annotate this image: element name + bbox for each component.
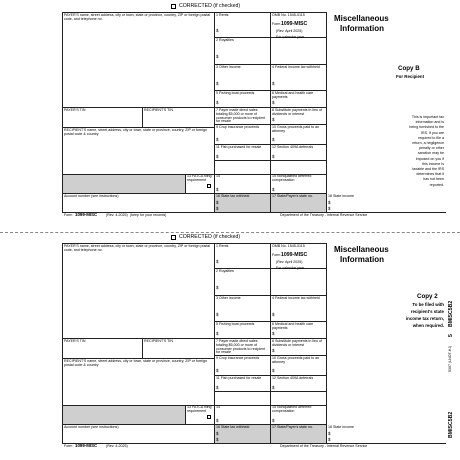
dollar-sign: $	[216, 187, 219, 192]
notice-line: penalty or other	[419, 146, 444, 151]
dollar-sign: $	[272, 368, 275, 373]
fed-tax-label: 4 Federal income tax withheld	[272, 65, 320, 69]
grid-line	[326, 243, 327, 443]
copy-subtitle: For Recipient	[396, 74, 425, 79]
dollar-sign: $	[272, 312, 275, 317]
footer-rev: (Rev. 4-2025)	[106, 444, 128, 448]
royalties-label: 2 Royalties	[216, 38, 234, 42]
dollar-sign: $	[216, 200, 219, 205]
payer-tin-label: PAYER'S TIN	[64, 339, 86, 343]
footer-form-number: 1099-MISC	[75, 212, 98, 217]
notice-line: information and is	[415, 120, 444, 125]
gray-area	[63, 406, 185, 424]
notice-line: has not been	[423, 177, 444, 182]
notice-line: being furnished to the	[409, 125, 444, 130]
substitute-label: 8 Substitute payments in lieu of dividends or interest	[272, 108, 322, 116]
corrected-label: CORRECTED (if checked)	[179, 234, 241, 240]
notice-line: IRS. If you are	[421, 130, 444, 135]
title-line1: Miscellaneous	[334, 14, 389, 23]
grid-line	[142, 107, 143, 127]
payer-box-label: PAYER'S name, street address, city or town, state or province, country, ZIP or foreign postal code, and telephone no.	[64, 244, 211, 252]
footer-dept: Department of the Treasury - Internal Revenue Service	[280, 213, 368, 217]
state-tax-label: 16 State tax withheld	[216, 194, 250, 198]
calendar-year-label: For calendar year	[276, 35, 305, 39]
direct-sales-label: 7 Payer made direct sales totaling $5,000 or more of consumer products to recipient for resale	[216, 108, 266, 124]
gross-attorney-label: 10 Gross proceeds paid to an attorney	[272, 356, 320, 364]
grid-line	[214, 243, 215, 443]
dollar-sign: $	[216, 28, 219, 33]
state-payer-label: 17 State/Payer's state no.	[272, 425, 314, 429]
notice-line: sanction may be	[417, 151, 444, 156]
side-num: 5	[448, 334, 454, 337]
dollar-sign: $	[328, 206, 331, 211]
rev-label: (Rev. April 2025)	[276, 29, 303, 33]
fish-purchased-label: 11 Fish purchased for resale	[216, 376, 262, 380]
form-label: Form	[272, 253, 281, 257]
account-label: Account number (see instructions)	[64, 425, 119, 429]
other-income-label: 3 Other income	[216, 296, 241, 300]
dollar-sign: $	[216, 331, 219, 336]
dollar-sign: $	[272, 81, 275, 86]
form-label: Form	[272, 22, 281, 26]
crop-label: 9 Crop insurance proceeds	[216, 125, 260, 129]
copy-label: Copy 2	[417, 293, 438, 300]
rents-label: 1 Rents	[216, 13, 229, 17]
copy-label: Copy B	[398, 65, 420, 72]
other-income-label: 3 Other income	[216, 65, 241, 69]
grid-line	[185, 405, 186, 424]
dollar-sign: $	[216, 54, 219, 59]
recipient-tin-label: RECIPIENT'S TIN	[144, 339, 173, 343]
gray-area	[63, 175, 185, 193]
dollar-sign: $	[216, 206, 219, 211]
grid-line	[270, 12, 271, 212]
state-payer-label: 17 State/Payer's state no.	[272, 194, 314, 198]
fed-tax-label: 4 Federal income tax withheld	[272, 296, 320, 300]
dollar-sign: $	[216, 137, 219, 142]
dollar-sign: $	[272, 187, 275, 192]
recipient-name-label: RECIPIENT'S name, street address, city or town, state or province, country, ZIP or foreign postal code & country	[64, 128, 207, 136]
dollar-sign: $	[216, 285, 219, 290]
box14-label: 14	[216, 405, 220, 409]
copy-subtitle: To be filed with	[412, 302, 444, 307]
footer-form-label: Form	[64, 213, 73, 217]
payer-box-label: PAYER'S name, street address, city or town, state or province, country, ZIP or foreign postal code, and telephone no.	[64, 13, 211, 21]
grid-line	[270, 243, 271, 443]
dollar-sign: $	[272, 385, 275, 390]
dollar-sign: $	[328, 200, 331, 205]
fish-purchased-label: 11 Fish purchased for resale	[216, 145, 262, 149]
side-code-lower: BMISC5B2	[448, 411, 454, 438]
royalties-label: 2 Royalties	[216, 269, 234, 273]
crop-label: 9 Crop insurance proceeds	[216, 356, 260, 360]
corrected-label: CORRECTED (if checked)	[179, 3, 241, 9]
dollar-sign: $	[216, 154, 219, 159]
notice-line: required to file a	[418, 135, 444, 140]
corrected-checkbox[interactable]	[171, 235, 176, 240]
medical-label: 6 Medical and health care payments	[272, 322, 314, 330]
fatca-label: 13 FATCA filing requirement	[187, 405, 212, 413]
direct-sales-label: 7 Payer made direct sales totaling $5,000 or more of consumer products to recipient for resale	[216, 339, 266, 355]
fishing-label: 5 Fishing boat proceeds	[216, 91, 255, 95]
rents-label: 1 Rents	[216, 244, 229, 248]
notice-line: return, a negligence	[412, 141, 444, 145]
form-number: 1099-MISC	[281, 21, 308, 27]
fatca-label: 13 FATCA filing requirement	[187, 174, 212, 182]
copy-subtitle: when required.	[412, 323, 444, 328]
dollar-sign: $	[272, 348, 275, 353]
title-line2: Information	[340, 255, 384, 264]
footer-rev: (Rev. 4-2025)	[106, 213, 128, 217]
rev-label: (Rev. April 2025)	[276, 260, 303, 264]
footer-dept: Department of the Treasury - Internal Revenue Service	[280, 444, 368, 448]
omb-label: OMB No. 1545-0115	[272, 244, 305, 248]
footer-keep: (keep for your records)	[130, 213, 167, 217]
medical-label: 6 Medical and health care payments	[272, 91, 314, 99]
dollar-sign: $	[216, 418, 219, 423]
grid-line	[142, 338, 143, 358]
dollar-sign: $	[216, 100, 219, 105]
state-income-label: 18 State income	[328, 425, 354, 429]
grid-line	[185, 174, 186, 193]
dollar-sign: $	[216, 312, 219, 317]
section409a-label: 12 Section 409A deferrals	[272, 145, 314, 149]
dollar-sign: $	[272, 418, 275, 423]
side-code: BMISC5B2	[448, 300, 454, 327]
dollar-sign: $	[216, 259, 219, 264]
dollar-sign: $	[216, 368, 219, 373]
section409a-label: 12 Section 409A deferrals	[272, 376, 314, 380]
notice-line: taxable and the IRS	[412, 167, 444, 171]
recipient-name-label: RECIPIENT'S name, street address, city or town, state or province, country, ZIP or foreign postal code & country	[64, 359, 207, 367]
notice-line: This is important tax	[411, 115, 444, 119]
notice-line: reported.	[429, 182, 444, 187]
grid-line	[326, 12, 327, 212]
grid-line	[214, 12, 215, 212]
notice-line: this income is	[422, 161, 444, 166]
gross-attorney-label: 10 Gross proceeds paid to an attorney	[272, 125, 320, 133]
omb-label: OMB No. 1545-0115	[272, 13, 305, 17]
form-number: 1099-MISC	[281, 252, 308, 258]
nonqualified-label: 15 Nonqualified deferred compensation	[272, 174, 312, 182]
dollar-sign: $	[328, 437, 331, 442]
state-tax-label: 16 State tax withheld	[216, 425, 250, 429]
dollar-sign: $	[272, 154, 275, 159]
copy-subtitle: income tax return,	[405, 316, 444, 321]
copy-subtitle: recipient's state	[410, 309, 444, 314]
dollar-sign: $	[272, 331, 275, 336]
footer-form-label: Form	[64, 444, 73, 448]
fatca-checkbox[interactable]	[207, 415, 211, 419]
fatca-checkbox[interactable]	[207, 184, 211, 188]
notice-line: imposed on you if	[415, 156, 444, 161]
state-income-label: 18 State income	[328, 194, 354, 198]
dollar-sign: $	[216, 431, 219, 436]
dollar-sign: $	[216, 385, 219, 390]
payer-tin-label: PAYER'S TIN	[64, 108, 86, 112]
dollar-sign: $	[272, 117, 275, 122]
title-line1: Miscellaneous	[334, 245, 389, 254]
fishing-label: 5 Fishing boat proceeds	[216, 322, 255, 326]
dollar-sign: $	[216, 81, 219, 86]
dollar-sign: $	[328, 431, 331, 436]
form-copy-2	[0, 231, 460, 460]
corrected-checkbox[interactable]	[171, 4, 176, 9]
title-line2: Information	[340, 24, 384, 33]
dollar-sign: $	[272, 137, 275, 142]
nonqualified-label: 15 Nonqualified deferred compensation	[272, 405, 312, 413]
calendar-year-label: For calendar year	[276, 266, 305, 270]
recipient-tin-label: RECIPIENT'S TIN	[144, 108, 173, 112]
account-label: Account number (see instructions)	[64, 194, 119, 198]
footer-form-number: 1099-MISC	[75, 443, 98, 448]
side-small: 5307 (LNOT-HJ)	[448, 345, 452, 372]
dollar-sign: $	[272, 100, 275, 105]
notice-line: determines that it	[416, 172, 444, 177]
substitute-label: 8 Substitute payments in lieu of dividends or interest	[272, 339, 322, 347]
dollar-sign: $	[216, 437, 219, 442]
box14-label: 14	[216, 174, 220, 178]
